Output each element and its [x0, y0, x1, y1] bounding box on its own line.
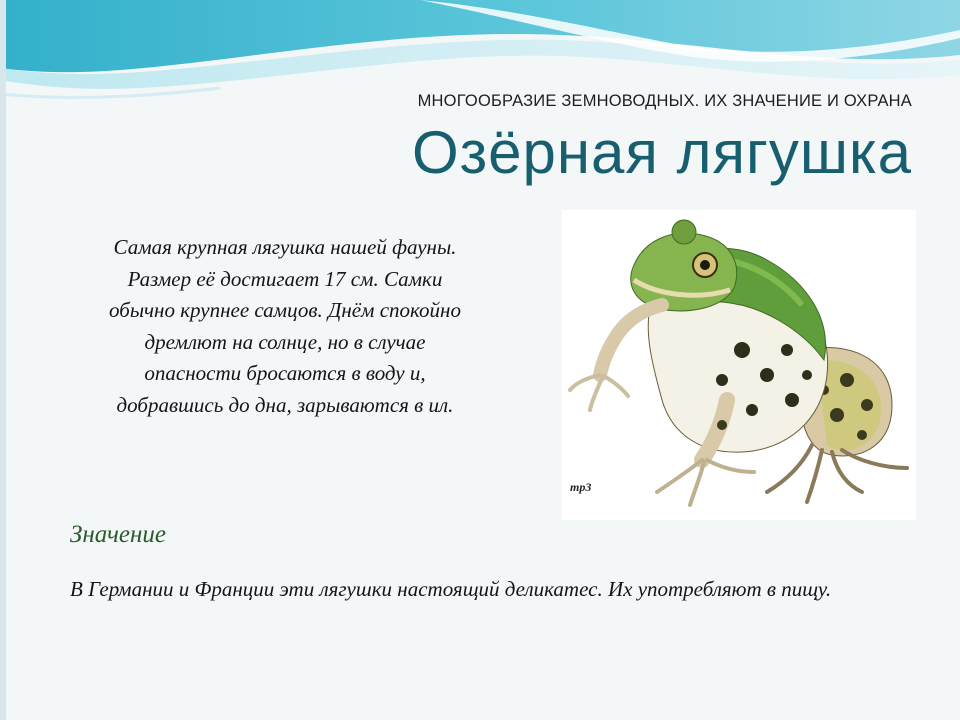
slide-subtitle: МНОГООБРАЗИЕ ЗЕМНОВОДНЫХ. ИХ ЗНАЧЕНИЕ И ОХРАНА — [417, 92, 912, 110]
section-text: В Германии и Франции эти лягушки настоящий деликатес. Их употребляют в пищу. — [70, 577, 832, 601]
description-text: Самая крупная лягушка нашей фауны. Размер её достигает 17 см. Самки обычно крупнее самцов. Днём спокойно дремлют на солнце, но в случае опасности бросаются в воду и, добравшись до дна, зарываются в ил. — [109, 235, 461, 417]
frog-image — [562, 210, 916, 520]
frog-illustration — [562, 210, 916, 520]
image-credit: тр3 — [570, 480, 592, 494]
section-heading: Значение — [70, 521, 166, 548]
slide-title: Озёрная лягушка — [411, 119, 912, 186]
left-edge-border — [0, 0, 6, 720]
